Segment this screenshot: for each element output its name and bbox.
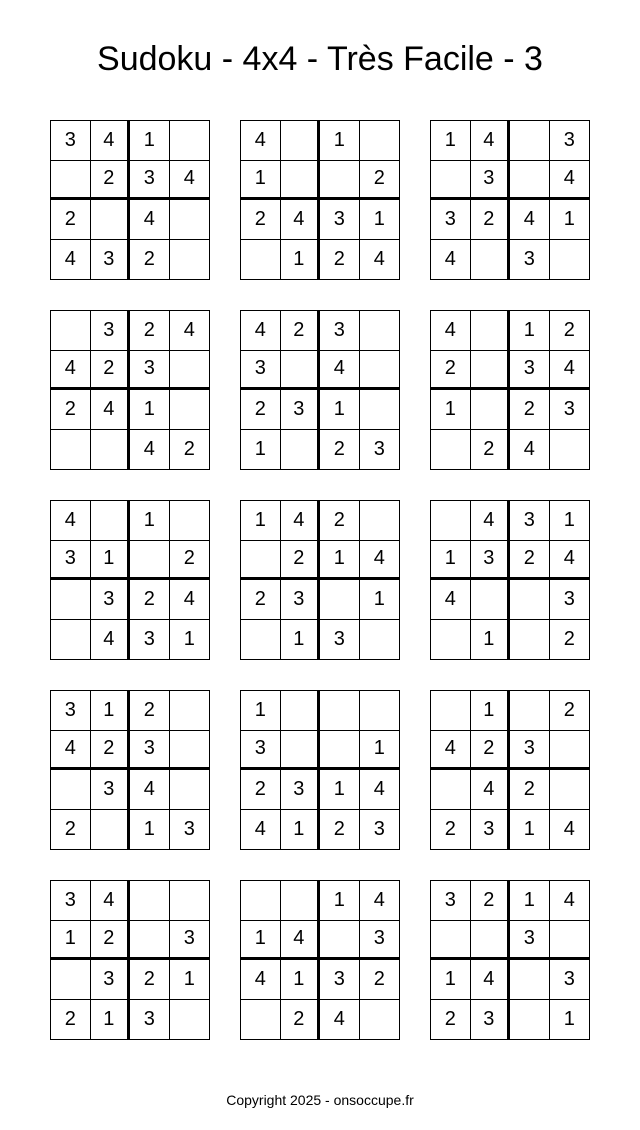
sudoku-cell[interactable]: 4: [51, 351, 91, 391]
sudoku-grid: [430, 310, 590, 470]
sudoku-cell[interactable]: 3: [510, 240, 550, 280]
sudoku-cell[interactable]: 4: [373, 247, 385, 270]
sudoku-cell[interactable]: [550, 240, 590, 280]
sudoku-cell[interactable]: [170, 121, 210, 161]
sudoku-cell[interactable]: 3: [241, 351, 281, 391]
sudoku-cell[interactable]: [130, 541, 170, 581]
sudoku-cell[interactable]: 3: [51, 881, 91, 921]
sudoku-cell[interactable]: [510, 1000, 550, 1040]
sudoku-grid: [430, 500, 590, 660]
sudoku-cell[interactable]: 4: [281, 200, 321, 240]
sudoku-cell[interactable]: 2: [241, 770, 281, 810]
sudoku-cell[interactable]: 3: [360, 921, 400, 961]
sudoku-cell[interactable]: 2: [471, 200, 511, 240]
sudoku-cell[interactable]: 2: [563, 627, 575, 650]
sudoku-cell[interactable]: [241, 620, 281, 660]
sudoku-cell[interactable]: 4: [550, 351, 590, 391]
sudoku-cell[interactable]: 1: [431, 121, 471, 161]
sudoku-cell[interactable]: 1: [91, 691, 131, 731]
sudoku-cell[interactable]: 1: [431, 960, 471, 1000]
sudoku-cell[interactable]: 4: [281, 501, 321, 541]
sudoku-cell[interactable]: 2: [51, 390, 91, 430]
sudoku-cell[interactable]: 1: [471, 620, 511, 660]
sudoku-cell[interactable]: [320, 580, 360, 620]
sudoku-cell[interactable]: 3: [91, 311, 131, 351]
sudoku-cell[interactable]: 4: [360, 541, 400, 581]
sudoku-cell[interactable]: [91, 430, 131, 470]
sudoku-cell[interactable]: 4: [281, 921, 321, 961]
sudoku-cell[interactable]: 2: [320, 810, 360, 850]
sudoku-cell[interactable]: 1: [510, 810, 550, 850]
sudoku-cell[interactable]: 1: [320, 881, 360, 921]
sudoku-cell[interactable]: [471, 351, 511, 391]
sudoku-cell[interactable]: 4: [130, 770, 170, 810]
sudoku-grid: [50, 690, 210, 850]
sudoku-cell[interactable]: 1: [281, 810, 321, 850]
sudoku-cell[interactable]: [431, 620, 471, 660]
sudoku-cell[interactable]: 2: [360, 161, 400, 201]
sudoku-cell[interactable]: 1: [241, 691, 281, 731]
sudoku-cell[interactable]: 2: [471, 430, 511, 470]
sudoku-cell[interactable]: 4: [471, 121, 511, 161]
sudoku-cell[interactable]: 2: [431, 810, 471, 850]
sudoku-cell[interactable]: [320, 161, 360, 201]
sudoku-cell[interactable]: 4: [130, 200, 170, 240]
sudoku-cell[interactable]: [170, 770, 210, 810]
sudoku-cell[interactable]: 2: [320, 240, 360, 280]
sudoku-cell[interactable]: 2: [183, 437, 195, 460]
sudoku-cell[interactable]: 2: [51, 810, 91, 850]
sudoku-grid: [240, 500, 400, 660]
sudoku-cell[interactable]: 3: [51, 121, 91, 161]
sudoku-cell[interactable]: 3: [550, 121, 590, 161]
sudoku-cell[interactable]: 2: [281, 311, 321, 351]
sudoku-cell[interactable]: 1: [471, 691, 511, 731]
sudoku-cell[interactable]: 1: [550, 501, 590, 541]
sudoku-cell[interactable]: [170, 731, 210, 771]
sudoku-cell[interactable]: 1: [550, 200, 590, 240]
sudoku-cell[interactable]: [510, 580, 550, 620]
sudoku-cell[interactable]: 2: [130, 240, 170, 280]
sudoku-cell[interactable]: 1: [510, 311, 550, 351]
sudoku-cell[interactable]: [510, 121, 550, 161]
sudoku-cell[interactable]: 3: [51, 541, 91, 581]
sudoku-cell[interactable]: [431, 691, 471, 731]
sudoku-cell[interactable]: 4: [471, 960, 511, 1000]
sudoku-cell[interactable]: 3: [130, 161, 170, 201]
sudoku-cell[interactable]: 4: [51, 240, 91, 280]
sudoku-cell[interactable]: 1: [91, 541, 131, 581]
sudoku-cell[interactable]: [431, 770, 471, 810]
sudoku-cell[interactable]: 2: [130, 960, 170, 1000]
sudoku-cell[interactable]: 1: [241, 921, 281, 961]
sudoku-cell[interactable]: 1: [51, 921, 91, 961]
sudoku-cell[interactable]: 4: [431, 580, 471, 620]
sudoku-cell[interactable]: 4: [91, 390, 131, 430]
sudoku-cell[interactable]: 3: [130, 351, 170, 391]
page-title: Sudoku - 4x4 - Très Facile - 3: [97, 40, 543, 78]
sudoku-cell[interactable]: 2: [431, 351, 471, 391]
sudoku-cell[interactable]: 3: [130, 731, 170, 771]
sudoku-cell[interactable]: 4: [471, 501, 511, 541]
sudoku-cell[interactable]: 4: [51, 731, 91, 771]
sudoku-cell[interactable]: [360, 501, 400, 541]
sudoku-cell[interactable]: 2: [510, 541, 550, 581]
sudoku-cell[interactable]: [550, 731, 590, 771]
sudoku-cell[interactable]: [170, 691, 210, 731]
sudoku-cell[interactable]: 3: [431, 200, 471, 240]
sudoku-cell[interactable]: [360, 620, 400, 660]
sudoku-cell[interactable]: [510, 161, 550, 201]
sudoku-cell[interactable]: [170, 390, 210, 430]
sudoku-cell[interactable]: [281, 161, 321, 201]
sudoku-cell[interactable]: [281, 691, 321, 731]
sudoku-cell[interactable]: 4: [550, 161, 590, 201]
sudoku-cell[interactable]: [170, 351, 210, 391]
sudoku-cell[interactable]: [51, 960, 91, 1000]
sudoku-cell[interactable]: 1: [130, 390, 170, 430]
sudoku-cell[interactable]: 4: [241, 311, 281, 351]
sudoku-cell[interactable]: [510, 691, 550, 731]
sudoku-cell[interactable]: [91, 501, 131, 541]
sudoku-cell[interactable]: [91, 200, 131, 240]
sudoku-cell[interactable]: 1: [241, 501, 281, 541]
sudoku-cell[interactable]: 1: [130, 501, 170, 541]
sudoku-cell[interactable]: [471, 311, 511, 351]
sudoku-cell[interactable]: 2: [130, 691, 170, 731]
sudoku-cell[interactable]: 2: [91, 161, 131, 201]
sudoku-cell[interactable]: 3: [51, 691, 91, 731]
sudoku-cell[interactable]: [170, 501, 210, 541]
sudoku-cell[interactable]: 2: [281, 541, 321, 581]
sudoku-cell[interactable]: 1: [320, 541, 360, 581]
sudoku-cell[interactable]: 4: [91, 620, 131, 660]
sudoku-cell[interactable]: 2: [550, 311, 590, 351]
sudoku-cell[interactable]: [281, 430, 321, 470]
sudoku-cell[interactable]: [170, 881, 210, 921]
sudoku-cell[interactable]: 2: [91, 731, 131, 771]
sudoku-cell[interactable]: 3: [510, 351, 550, 391]
sudoku-cell[interactable]: 2: [91, 351, 131, 391]
sudoku-cell[interactable]: [170, 1000, 210, 1040]
sudoku-cell[interactable]: 1: [360, 731, 400, 771]
sudoku-cell[interactable]: 3: [281, 770, 321, 810]
sudoku-cell[interactable]: 2: [320, 430, 360, 470]
sudoku-cell[interactable]: 2: [281, 1000, 321, 1040]
sudoku-cell[interactable]: 2: [241, 200, 281, 240]
sudoku-cell[interactable]: 3: [373, 817, 385, 840]
sudoku-cell[interactable]: 1: [91, 1000, 131, 1040]
sudoku-cell[interactable]: [51, 770, 91, 810]
sudoku-grid: [240, 120, 400, 280]
sudoku-cell[interactable]: [320, 921, 360, 961]
sudoku-cell[interactable]: 3: [320, 311, 360, 351]
sudoku-cell[interactable]: [471, 240, 511, 280]
sudoku-cell[interactable]: 1: [510, 881, 550, 921]
sudoku-cell[interactable]: 4: [170, 580, 210, 620]
sudoku-cell[interactable]: 1: [170, 960, 210, 1000]
sudoku-cell[interactable]: 3: [471, 541, 511, 581]
sudoku-cell[interactable]: 3: [550, 390, 590, 430]
sudoku-cell[interactable]: [170, 200, 210, 240]
sudoku-cell[interactable]: 3: [91, 770, 131, 810]
sudoku-cell[interactable]: 4: [431, 311, 471, 351]
sudoku-cell[interactable]: 2: [471, 881, 511, 921]
sudoku-cell[interactable]: 3: [471, 810, 511, 850]
sudoku-grid: [50, 500, 210, 660]
sudoku-cell[interactable]: 3: [170, 921, 210, 961]
sudoku-cell[interactable]: 3: [510, 731, 550, 771]
sudoku-grid: [430, 120, 590, 280]
sudoku-cell[interactable]: 3: [281, 390, 321, 430]
sudoku-cell[interactable]: 4: [471, 770, 511, 810]
sudoku-cell[interactable]: [51, 161, 91, 201]
sudoku-cell[interactable]: [471, 390, 511, 430]
sudoku-cell[interactable]: 1: [130, 121, 170, 161]
sudoku-cell[interactable]: 1: [281, 960, 321, 1000]
sudoku-cell[interactable]: 3: [550, 580, 590, 620]
sudoku-cell[interactable]: 4: [320, 351, 360, 391]
sudoku-cell[interactable]: [51, 430, 91, 470]
sudoku-cell[interactable]: [51, 311, 91, 351]
sudoku-cell[interactable]: [51, 620, 91, 660]
copyright-footer: Copyright 2025 - onsoccupe.fr: [226, 1092, 414, 1108]
sudoku-cell[interactable]: [360, 311, 400, 351]
sudoku-cell[interactable]: [281, 881, 321, 921]
sudoku-cell[interactable]: 4: [320, 1000, 360, 1040]
sudoku-cell[interactable]: [550, 770, 590, 810]
sudoku-cell[interactable]: 1: [281, 240, 321, 280]
sudoku-cell[interactable]: [471, 921, 511, 961]
sudoku-cell[interactable]: 1: [241, 430, 281, 470]
sudoku-cell[interactable]: 3: [510, 501, 550, 541]
sudoku-cell[interactable]: [431, 921, 471, 961]
sudoku-cell[interactable]: 4: [431, 731, 471, 771]
sudoku-cell[interactable]: 2: [130, 580, 170, 620]
sudoku-grid: [50, 880, 210, 1040]
sudoku-cell[interactable]: 2: [550, 691, 590, 731]
sudoku-cell[interactable]: 2: [510, 390, 550, 430]
sudoku-cell[interactable]: 4: [91, 121, 131, 161]
sudoku-grid: [50, 310, 210, 470]
sudoku-cell[interactable]: 4: [510, 200, 550, 240]
sudoku-cell[interactable]: [510, 620, 550, 660]
sudoku-cell[interactable]: 1: [183, 627, 195, 650]
sudoku-grid: [240, 690, 400, 850]
sudoku-cell[interactable]: 2: [241, 580, 281, 620]
sudoku-grid: [240, 880, 400, 1040]
sudoku-cell[interactable]: 3: [471, 1000, 511, 1040]
sudoku-grid: [50, 120, 210, 280]
sudoku-cell[interactable]: 4: [550, 541, 590, 581]
sudoku-cell[interactable]: 3: [281, 580, 321, 620]
sudoku-cell[interactable]: [360, 390, 400, 430]
sudoku-cell[interactable]: 3: [471, 161, 511, 201]
sudoku-cell[interactable]: [550, 921, 590, 961]
sudoku-grid: [240, 310, 400, 470]
sudoku-cell[interactable]: 1: [320, 121, 360, 161]
sudoku-cell[interactable]: 2: [360, 960, 400, 1000]
sudoku-cell[interactable]: 4: [130, 430, 170, 470]
sudoku-cell[interactable]: [281, 731, 321, 771]
sudoku-cell[interactable]: 3: [241, 731, 281, 771]
sudoku-cell[interactable]: 3: [320, 200, 360, 240]
sudoku-cell[interactable]: 4: [241, 121, 281, 161]
sudoku-cell[interactable]: [130, 881, 170, 921]
sudoku-cell[interactable]: [281, 351, 321, 391]
sudoku-cell[interactable]: 4: [91, 881, 131, 921]
sudoku-cell[interactable]: [170, 240, 210, 280]
sudoku-cell[interactable]: [360, 1000, 400, 1040]
sudoku-cell[interactable]: 2: [51, 1000, 91, 1040]
sudoku-cell[interactable]: [431, 501, 471, 541]
sudoku-cell[interactable]: 3: [183, 817, 195, 840]
sudoku-cell[interactable]: 1: [241, 161, 281, 201]
sudoku-cell[interactable]: [360, 121, 400, 161]
sudoku-cell[interactable]: [241, 881, 281, 921]
sudoku-cell[interactable]: [281, 121, 321, 161]
sudoku-cell[interactable]: [320, 691, 360, 731]
sudoku-cell[interactable]: 3: [550, 960, 590, 1000]
sudoku-cell[interactable]: 3: [130, 620, 170, 660]
sudoku-cell[interactable]: 4: [51, 501, 91, 541]
sudoku-cell[interactable]: [51, 580, 91, 620]
sudoku-cell[interactable]: 3: [91, 240, 131, 280]
sudoku-cell[interactable]: 3: [320, 620, 360, 660]
sudoku-cell[interactable]: 4: [550, 881, 590, 921]
sudoku-cell[interactable]: 1: [320, 390, 360, 430]
sudoku-cell[interactable]: 3: [91, 960, 131, 1000]
sudoku-cell[interactable]: 3: [130, 1000, 170, 1040]
sudoku-cell[interactable]: [130, 921, 170, 961]
sudoku-cell[interactable]: 1: [281, 620, 321, 660]
sudoku-cell[interactable]: [320, 731, 360, 771]
sudoku-cell[interactable]: 2: [320, 501, 360, 541]
sudoku-cell[interactable]: [510, 960, 550, 1000]
sudoku-cell[interactable]: [431, 430, 471, 470]
sudoku-cell[interactable]: 4: [360, 881, 400, 921]
sudoku-cell[interactable]: 1: [360, 580, 400, 620]
sudoku-grid: [430, 690, 590, 850]
sudoku-cell[interactable]: [360, 351, 400, 391]
sudoku-cell[interactable]: 1: [431, 390, 471, 430]
sudoku-cell[interactable]: 1: [130, 810, 170, 850]
sudoku-cell[interactable]: 2: [471, 731, 511, 771]
sudoku-cell[interactable]: 3: [510, 921, 550, 961]
sudoku-cell[interactable]: [431, 161, 471, 201]
sudoku-cell[interactable]: 4: [241, 960, 281, 1000]
sudoku-cell[interactable]: 3: [91, 580, 131, 620]
sudoku-cell[interactable]: 2: [431, 1000, 471, 1040]
sudoku-cell[interactable]: 3: [320, 960, 360, 1000]
sudoku-cell[interactable]: [91, 810, 131, 850]
sudoku-cell[interactable]: [241, 240, 281, 280]
sudoku-cell[interactable]: 1: [360, 200, 400, 240]
sudoku-cell[interactable]: 4: [563, 817, 575, 840]
sudoku-cell[interactable]: [550, 430, 590, 470]
sudoku-cell[interactable]: 2: [91, 921, 131, 961]
sudoku-cell[interactable]: 3: [373, 437, 385, 460]
sudoku-cell[interactable]: 2: [170, 541, 210, 581]
sudoku-cell[interactable]: 2: [51, 200, 91, 240]
sudoku-cell[interactable]: 2: [130, 311, 170, 351]
sudoku-cell[interactable]: [360, 691, 400, 731]
sudoku-cell[interactable]: 1: [563, 1007, 575, 1030]
sudoku-cell[interactable]: 3: [431, 881, 471, 921]
sudoku-cell[interactable]: 4: [241, 810, 281, 850]
sudoku-cell[interactable]: [241, 541, 281, 581]
sudoku-cell[interactable]: 4: [170, 161, 210, 201]
sudoku-cell[interactable]: [241, 1000, 281, 1040]
sudoku-cell[interactable]: 2: [510, 770, 550, 810]
sudoku-cell[interactable]: 1: [431, 541, 471, 581]
sudoku-cell[interactable]: 4: [360, 770, 400, 810]
sudoku-cell[interactable]: 4: [510, 430, 550, 470]
sudoku-cell[interactable]: 2: [241, 390, 281, 430]
sudoku-cell[interactable]: 4: [431, 240, 471, 280]
sudoku-cell[interactable]: 1: [320, 770, 360, 810]
sudoku-cell[interactable]: 4: [170, 311, 210, 351]
sudoku-grid: [430, 880, 590, 1040]
sudoku-cell[interactable]: [471, 580, 511, 620]
